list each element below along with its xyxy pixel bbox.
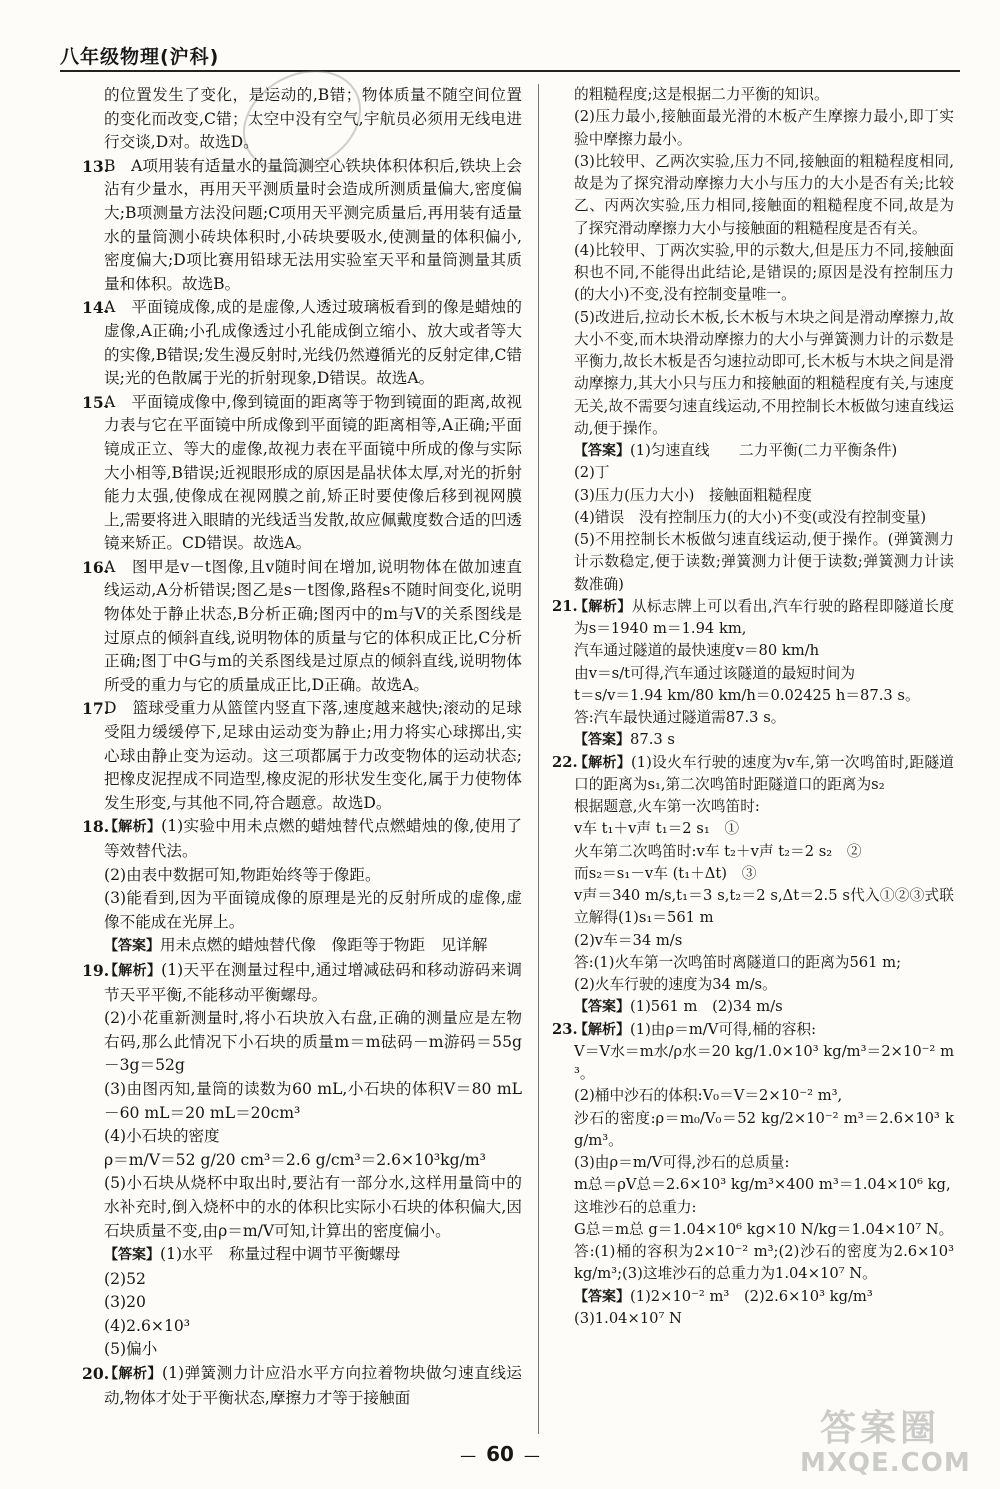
paragraph — [82, 1315, 522, 1339]
paragraph-text: (3)压力(压力大小) 接触面粗糙程度 — [574, 486, 812, 504]
paragraph — [82, 1338, 522, 1362]
paragraph — [552, 974, 954, 996]
paragraph-text: (3)20 — [104, 1293, 146, 1312]
question-number: 16. — [82, 557, 110, 577]
paragraph-text: 根据题意,火车第一次鸣笛时: — [574, 798, 760, 815]
paragraph-text: (3)1.04×10⁷ N — [574, 1309, 682, 1327]
paragraph-text: A 平面镜成像中,像到镜面的距离等于物到镜面的距离,故视力表与它在平面镜中所成像到平面镜的距离相等,A正确;平面镜成正立、等大的虚像,故视力表在平面镜中所成的像与实际大小相等,B错误;近视眼形成的原因是晶状体太厚,对光的折射能力太强,使像成在视网膜之前,矫正时要使像后移到视网膜上,需要将进入眼睛的光线适当发散,故应佩戴度数合适的凹透镜来矫正。CD错误。故选A。 — [104, 392, 522, 553]
paragraph-text: (1)匀速直线 二力平衡(二力平衡条件) — [630, 442, 898, 459]
paragraph — [552, 818, 954, 840]
paragraph-text: (2)由表中数据可知,物距始终等于像距。 — [104, 865, 381, 884]
paragraph-text: (2)压力最小,接触面最光滑的木板产生摩擦力最小,即丁实验中摩擦力最小。 — [574, 108, 954, 148]
paragraph — [82, 1007, 522, 1078]
paragraph — [552, 307, 954, 441]
answer-line — [552, 440, 954, 462]
question-item — [82, 556, 522, 698]
paragraph-text: (1)天平在测量过程中,通过增减砝码和移动游码来调节天平平衡,不能移动平衡螺母。 — [104, 960, 523, 1004]
paragraph-text: 火车第二次鸣笛时:v车 t₂＋v声 t₂＝2 s₂ ② — [574, 842, 862, 860]
paragraph-text: (2)52 — [104, 1269, 146, 1288]
answer-line — [552, 729, 954, 751]
paragraph-text: 答:汽车最快通过隧道需87.3 s。 — [574, 709, 786, 726]
paragraph-text: t＝s/v＝1.94 km/80 km/h＝0.02425 h＝87.3 s。 — [574, 686, 920, 704]
answer-line — [82, 934, 522, 959]
paragraph — [82, 1149, 522, 1173]
paragraph — [82, 1291, 522, 1315]
left-column — [82, 84, 522, 1410]
question-number: 14. — [82, 298, 110, 318]
paragraph — [552, 1152, 954, 1174]
question-number: 22. — [552, 753, 578, 771]
paragraph-text: (2)丁 — [574, 464, 610, 482]
answer-tag: 【答案】 — [574, 1288, 630, 1305]
question-number: 21. — [552, 597, 578, 615]
paragraph — [552, 1041, 954, 1086]
watermark-url: MXQE.COM — [800, 1448, 971, 1478]
column-divider — [538, 84, 539, 1434]
paragraph-text: 答:(1)火车第一次鸣笛时离隧道口的距离为561 m; — [574, 953, 902, 971]
analysis-tag: 【解析】 — [574, 754, 631, 771]
paragraph-text: (5)不用控制长木板做匀速直线运动,便于操作。(弹簧测力计示数稳定,便于读数;弹簧测力计便于读数;弹簧测力计读数准确) — [574, 531, 954, 593]
paragraph — [552, 930, 954, 952]
paragraph-text: ρ＝m/V＝52 g/20 cm³＝2.6 g/cm³＝2.6×10³kg/m³ — [104, 1150, 486, 1169]
paragraph-text: D 篮球受重力从篮筐内竖直下落,速度越来越快;滚动的足球受阻力缓缓停下,足球由运动变为静止;用力将实心球掷出,实心球由静止变为运动。这三项都属于力改变物体的运动状态;把橡皮泥捏成不同造型,橡皮泥的形状发生变化,属于力使物体发生形变,与其他不同,符合题意。故选D。 — [104, 699, 522, 812]
analysis-tag: 【解析】 — [574, 598, 632, 615]
answer-line — [552, 1286, 954, 1308]
paragraph — [552, 151, 954, 240]
question-item — [82, 1362, 522, 1410]
paragraph — [552, 1241, 959, 1286]
watermark — [800, 1400, 980, 1480]
paragraph-text: (1)设火车行驶的速度为v车,第一次鸣笛时,距隧道口的距离为s₁,第二次鸣笛时距隧道口的距离为s₂ — [574, 753, 954, 793]
answer-line — [82, 1243, 522, 1268]
paragraph — [552, 462, 954, 484]
question-item — [552, 1019, 954, 1041]
question-item — [82, 155, 522, 297]
paragraph — [82, 84, 522, 155]
question-item — [82, 391, 522, 556]
paragraph-text: m总＝ρV总＝2.6×10³ kg/m³×400 m³＝1.04×10⁶ kg, — [574, 1176, 951, 1194]
paragraph-text: (3)由ρ＝m/V可得,沙石的总质量: — [574, 1154, 790, 1171]
paragraph-text: (4)小石块的密度 — [104, 1127, 220, 1146]
question-item — [552, 596, 954, 641]
paragraph — [82, 1268, 522, 1292]
question-number: 20. — [82, 1364, 110, 1384]
paragraph — [552, 952, 954, 974]
paragraph — [82, 1078, 522, 1125]
paragraph — [552, 1219, 954, 1241]
question-number: 19. — [82, 960, 110, 980]
paragraph-text: (3)由图丙知,量筒的读数为60 mL,小石块的体积V＝80 mL－60 mL＝20 mL＝20cm³ — [104, 1079, 522, 1122]
paragraph-text: V＝V水＝m水/ρ水＝20 kg/1.0×10³ kg/m³＝2×10⁻² m³。 — [574, 1042, 954, 1082]
paragraph — [552, 685, 954, 707]
paragraph — [552, 707, 954, 729]
page-header — [60, 40, 960, 72]
question-item — [552, 752, 954, 797]
question-item — [82, 697, 522, 815]
paragraph — [552, 240, 954, 307]
paragraph-text: A 平面镜成像,成的是虚像,人透过玻璃板看到的像是蜡烛的虚像,A正确;小孔成像透过小孔能成倒立缩小、放大或者等大的实像,B错误;发生漫反射时,光线仍然遵循光的反射定律,C错误;光的色散属于光的折射现象,D错误。故选A。 — [104, 298, 522, 388]
paragraph — [82, 887, 522, 934]
paragraph — [82, 864, 522, 888]
paragraph — [552, 1108, 954, 1153]
analysis-tag: 【解析】 — [104, 1366, 162, 1383]
paragraph-text: (4)错误 没有控制压力(的大小)不变(或没有控制变量) — [574, 508, 927, 526]
answer-tag: 【答案】 — [104, 1247, 160, 1264]
paragraph-text: B A项用装有适量水的量筒测空心铁块体积体积后,铁块上会沾有少量水，再用天平测质量时会造成所测质量偏大,密度偏大;B项测量方法没问题;C项用天平测完质量后,再用装有适量水的量筒测小砖块体积时,小砖块要吸水,使测量的体积偏小,密度偏大;D项比赛用铅球无法用实验室天平和量筒测量其质量和体积。故选B。 — [104, 156, 522, 293]
paragraph-text: (5)改进后,拉动长木板,长木板与木块之间是滑动摩擦力,故大小不变,而木块滑动摩擦力的大小与弹簧测力计的示数是平衡力,故长木板是否匀速拉动即可,长木板与木块之间是滑动摩擦力,其大小只与压力和接触面的粗糙程度有关,与速度无关,故不需要匀速直线运动,不用控制长木板做匀速直线运动,便于操作。 — [574, 308, 954, 437]
paragraph — [552, 485, 954, 507]
watermark-logo: 答案圈 — [820, 1408, 941, 1449]
paragraph-text: (2)火车行驶的速度为34 m/s。 — [574, 976, 777, 993]
paragraph-text: (1)由ρ＝m/V可得,桶的容积: — [630, 1020, 817, 1038]
paragraph — [552, 796, 954, 818]
answer-tag: 【答案】 — [574, 999, 630, 1016]
paragraph — [552, 507, 954, 529]
paragraph — [552, 640, 954, 662]
paragraph-text: (2)桶中沙石的体积:V₀＝V＝2×10⁻² m³, — [574, 1087, 843, 1105]
paragraph — [82, 1125, 522, 1149]
paragraph-text: G总＝m总 g＝1.04×10⁶ kg×10 N/kg＝1.04×10⁷ N。 — [574, 1220, 954, 1238]
paragraph — [552, 1085, 954, 1107]
paragraph-text: 87.3 s — [630, 731, 675, 749]
paragraph-text: 从标志牌上可以看出,汽车行驶的路程即隧道长度为s＝1940 m＝1.94 km, — [574, 597, 955, 637]
paragraph-text: (3)能看到,因为平面镜成像的原理是光的反射所成的虚像,虚像不能成在光屏上。 — [104, 889, 522, 931]
paragraph-text: (1)水平 称量过程中调节平衡螺母 — [160, 1245, 401, 1264]
answer-tag: 【答案】 — [574, 443, 630, 459]
analysis-tag: 【解析】 — [104, 819, 162, 836]
paragraph-text: 答:(1)桶的容积为2×10⁻² m³;(2)沙石的密度为2.6×10³ kg/m³;(3)这堆沙石的总重力为1.04×10⁷ N。 — [574, 1243, 959, 1283]
paragraph-text: 的粗糙程度;这是根据二力平衡的知识。 — [574, 86, 829, 103]
page-number: — 60 — — [0, 1442, 1000, 1466]
paragraph-text: 沙石的密度:ρ＝m₀/V₀＝52 kg/2×10⁻² m³＝2.6×10³ kg/m³。 — [574, 1109, 954, 1149]
paragraph — [552, 841, 954, 863]
paragraph-text: (2)v车＝34 m/s — [574, 931, 683, 949]
paragraph-text: v声＝340 m/s,t₁＝3 s,t₂＝2 s,Δt＝2.5 s代入①②③式联立解得(1)s₁＝561 m — [574, 887, 954, 927]
paragraph-text: 这堆沙石的总重力: — [574, 1198, 697, 1216]
paragraph-text: v车 t₁＋v声 t₁＝2 s₁ ① — [574, 820, 740, 838]
paragraph — [552, 863, 954, 885]
paragraph — [552, 663, 954, 685]
question-number: 15. — [82, 392, 110, 412]
paragraph — [552, 1308, 954, 1330]
question-number: 23. — [552, 1020, 578, 1038]
right-column — [552, 84, 959, 1330]
answer-line — [552, 996, 954, 1018]
paragraph — [552, 529, 954, 596]
header-title: 八年级物理(沪科) — [60, 46, 220, 68]
paragraph-text: (4)比较甲、丁两次实验,甲的示数大,但是压力不同,接触面积也不同,不能得出此结论,是错误的;原因是没有控制压力(的大小)不变,没有控制变量唯一。 — [574, 241, 954, 304]
paragraph-text: (5)偏小 — [104, 1340, 158, 1359]
answer-tag: 【答案】 — [104, 938, 160, 955]
question-number: 13. — [82, 156, 110, 176]
paragraph-text: (4)2.6×10³ — [104, 1316, 191, 1335]
paragraph-text: 用未点燃的蜡烛替代像 像距等于物距 见详解 — [160, 936, 488, 955]
paragraph — [552, 1197, 954, 1219]
question-number: 18. — [82, 817, 110, 837]
paragraph-text: (1)弹簧测力计应沿水平方向拉着物块做匀速直线运动,物体才处于平衡状态,摩擦力才等于接触面 — [104, 1364, 523, 1407]
paragraph — [552, 106, 954, 151]
paragraph-text: (3)比较甲、乙两次实验,压力不同,接触面的粗糙程度相同,故是为了探究滑动摩擦力大小与压力的大小是否有关;比较乙、丙两次实验,压力相同,接触面的粗糙程度不同,故是为了探究滑动摩擦力大小与接触面的粗糙程度是否有关。 — [574, 152, 954, 237]
analysis-tag: 【解析】 — [104, 962, 162, 979]
paragraph — [82, 1172, 522, 1243]
paragraph — [552, 1174, 954, 1196]
paragraph-text: 而s₂＝s₁－v车 (t₁＋Δt) ③ — [574, 864, 757, 882]
analysis-tag: 【解析】 — [574, 1021, 630, 1038]
paragraph-text: (5)小石块从烧杯中取出时,要沾有一部分水,这样用量筒中的水补充时,倒入烧杯中的水的体积比实际小石块的体积偏大,因石块质量不变,由ρ＝m/V可知,计算出的密度偏小。 — [104, 1174, 522, 1240]
question-number: 17. — [82, 699, 110, 719]
answer-tag: 【答案】 — [574, 732, 630, 749]
question-item — [82, 959, 522, 1007]
paragraph-text: 的位置发生了变化，是运动的,B错；物体质量不随空间位置的变化而改变,C错；太空中没有空气,宇航员必须用无线电进行交谈,D对。故选D。 — [104, 86, 522, 152]
paragraph — [552, 885, 954, 930]
paragraph-text: (1)实验中用未点燃的蜡烛替代点燃蜡烛的像,使用了等效替代法。 — [104, 817, 523, 860]
paragraph-text: (2)小花重新测量时,将小石块放入右盘,正确的测量应是左物右码,那么此情况下小石块的质量m＝m砝码－m游码＝55g－3g＝52g — [104, 1009, 522, 1075]
paragraph-text: A 图甲是v－t图像,且v随时间在增加,说明物体在做加速直线运动,A分析错误;图乙是s－t图像,路程s不随时间变化,说明物体处于静止状态,B分析正确;图丙中的m与V的关系图线是过原点的倾斜直线,说明物体的质量与它的体积成正比,C分析正确;图丁中G与m的关系图线是过原点的倾斜直线,说明物体所受的重力与它的质量成正比,D正确。故选A。 — [104, 557, 522, 694]
paragraph-text: 汽车通过隧道的最快速度v＝80 km/h — [574, 642, 820, 660]
paragraph-text: (1)561 m (2)34 m/s — [630, 998, 783, 1016]
question-item — [82, 815, 522, 863]
paragraph — [552, 84, 954, 106]
question-item — [82, 296, 522, 390]
paragraph-text: 由v＝s/t可得,汽车通过该隧道的最短时间为 — [574, 664, 856, 682]
paragraph-text: (1)2×10⁻² m³ (2)2.6×10³ kg/m³ — [630, 1287, 873, 1305]
